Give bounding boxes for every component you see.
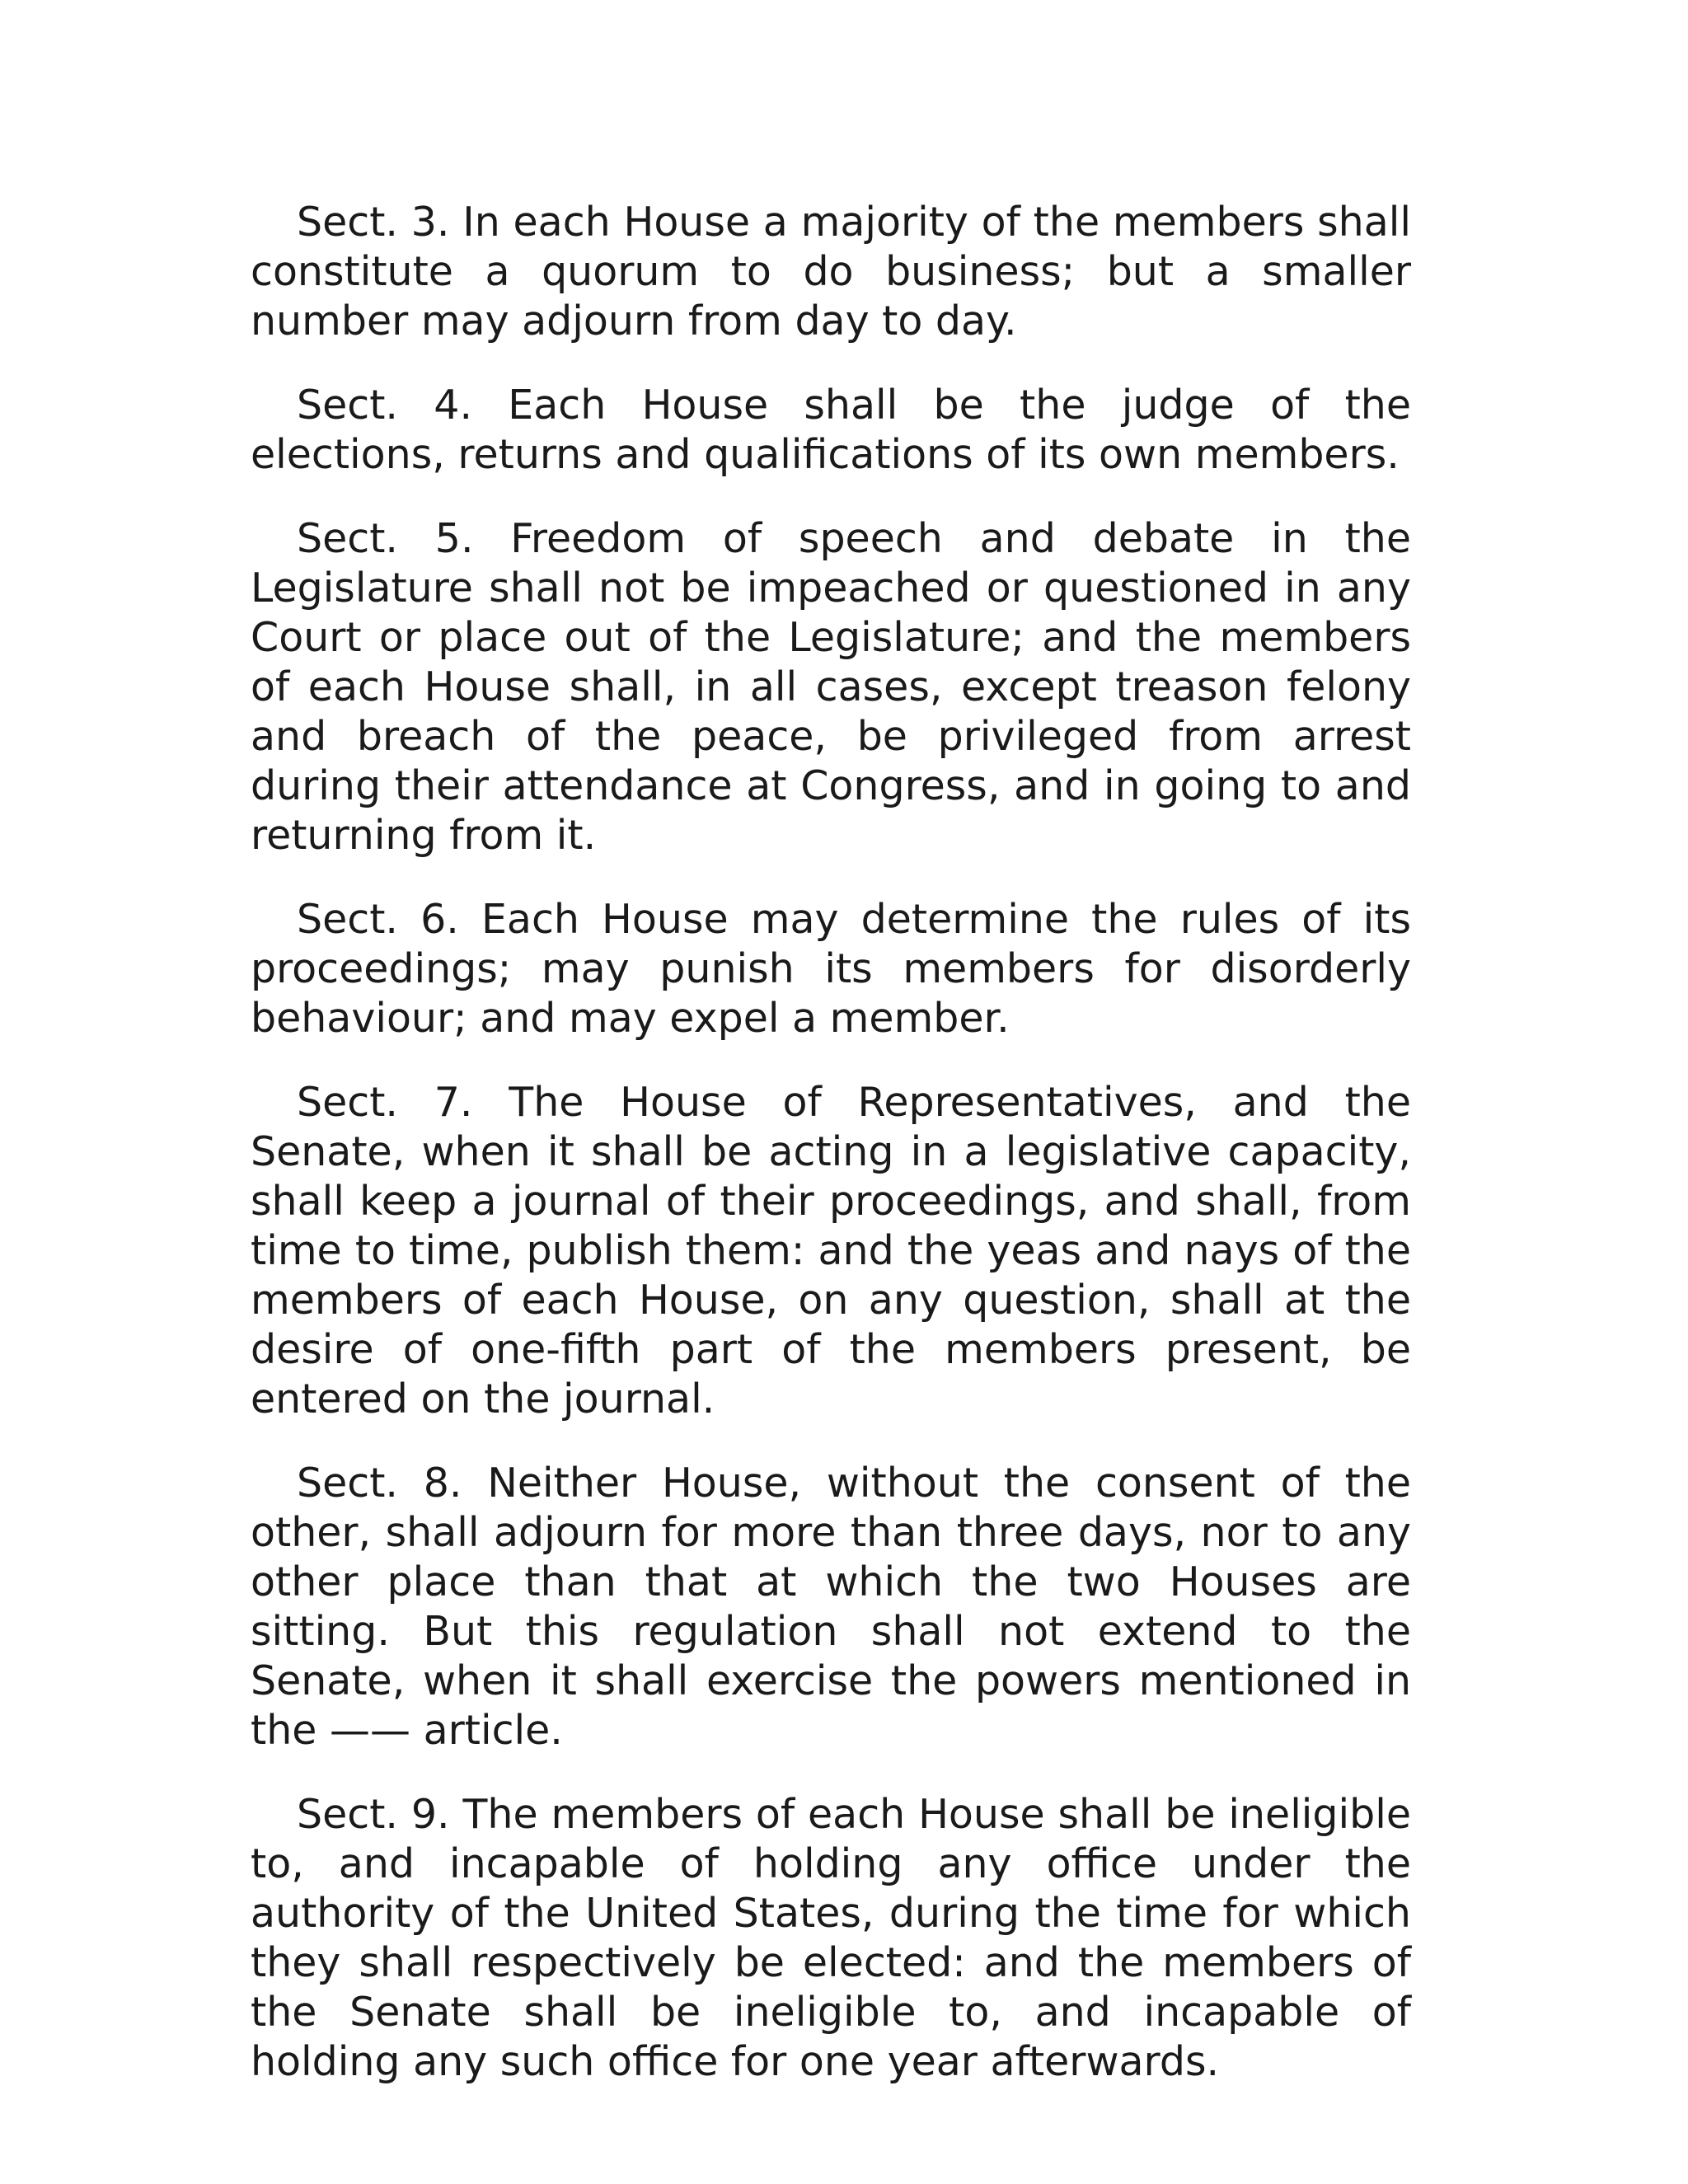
section-4-paragraph: Sect. 4. Each House shall be the judge of the elections, returns and qualifications of its own members. xyxy=(251,382,1411,478)
section-5-paragraph: Sect. 5. Freedom of speech and debate in the Legislature shall not be impeached or questioned in any Court or place out of the Legislature; and the members of each House shall, in all cases, except treason felony and breach of the peace, be privileged from arrest during their attendance at Congress, and in going to and returning from it. xyxy=(251,515,1411,859)
section-7-paragraph: Sect. 7. The House of Representatives, and the Senate, when it shall be acting in a legislative capacity, shall keep a journal of their proceedings, and shall, from time to time, publish them: and the yeas and nays of the members of each House, on any question, shall at the desire of one-fifth part of the members present, be entered on the journal. xyxy=(251,1079,1411,1422)
section-6-paragraph: Sect. 6. Each House may determine the rules of its proceedings; may punish its members for disorderly behaviour; and may expel a member. xyxy=(251,896,1411,1042)
section-9-paragraph: Sect. 9. The members of each House shall be ineligible to, and incapable of holding any office under the authority of the United States, during the time for which they shall respectively be elected: and the members of the Senate shall be ineligible to, and incapable of holding any such office for one year afterwards. xyxy=(251,1791,1411,2085)
section-8-paragraph: Sect. 8. Neither House, without the consent of the other, shall adjourn for more than three days, nor to any other place than that at which the two Houses are sitting. But this regulation shall not extend to the Senate, when it shall exercise the powers mentioned in the —— article. xyxy=(251,1460,1411,1754)
section-3-paragraph: Sect. 3. In each House a majority of the members shall constitute a quorum to do business; but a smaller number may adjourn from day to day. xyxy=(251,199,1411,344)
document-body xyxy=(251,198,1411,2121)
